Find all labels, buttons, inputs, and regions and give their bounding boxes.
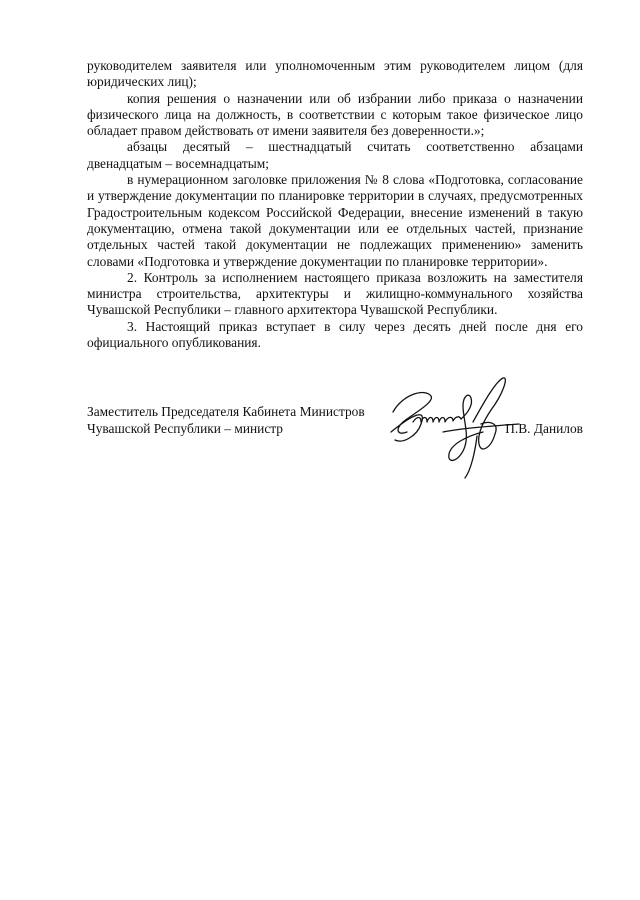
signatory-name: П.В. Данилов [505, 421, 583, 436]
signatory-position-line-1: Заместитель Председателя Кабинета Министров [87, 404, 365, 419]
paragraph-control: 2. Контроль за исполнением настоящего приказа возложить на заместителя министра строительства, архитектуры и жилищно-коммунального хозяйства Чувашской Республики – главного архитектора Чувашской Республики. [87, 269, 583, 318]
paragraph-copy-of-decision: копия решения о назначении или об избрании либо приказа о назначении физического лица на должность, в соответствии с которым такое физическое лицо обладает правом действовать от имени заявителя без доверенности.»; [87, 90, 583, 139]
paragraph-continuation: руководителем заявителя или уполномоченным этим руководителем лицом (для юридических лиц); [87, 58, 583, 90]
handwritten-signature-icon [373, 374, 523, 484]
paragraph-renumbering: абзацы десятый – шестнадцатый считать соответственно абзацами двенадцатым – восемнадцатым; [87, 139, 583, 171]
document-body [87, 58, 583, 351]
paragraph-entry-into-force: 3. Настоящий приказ вступает в силу через десять дней после дня его официального опубликования. [87, 318, 583, 351]
signatory-position-line-2: Чувашской Республики – министр [87, 421, 283, 436]
signature-block [87, 404, 583, 484]
paragraph-appendix-8-title: в нумерационном заголовке приложения № 8 слова «Подготовка, согласование и утверждение документации по планировке территории в случаях, предусмотренных Градостроительным кодексом Российской Федерации, внесение изменений в такую документацию, отмена такой документации или ее отдельных частей, признание отдельных частей такой документации не подлежащих применению» заменить словами «Подготовка и утверждение документации по планировке территории». [87, 172, 583, 269]
